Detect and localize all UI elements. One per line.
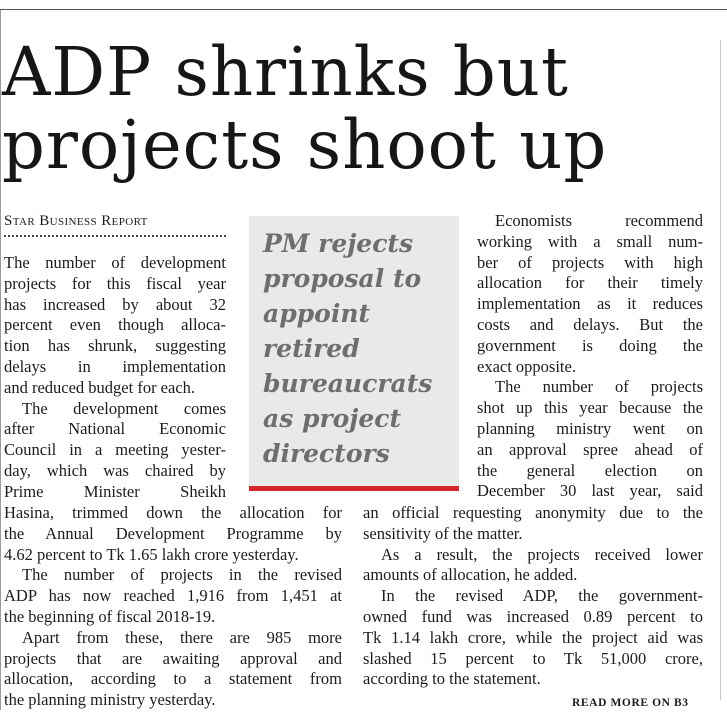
text-line: Prime Minister Sheikh (4, 481, 226, 501)
headline-line: projects shoot up (2, 106, 608, 184)
column-2-narrow (477, 211, 703, 502)
pull-quote-line: bureaucrats (263, 369, 433, 398)
pull-quote-line: proposal to (263, 264, 422, 293)
pull-quote-line: appoint (263, 299, 371, 328)
text-line: the general election on (477, 460, 703, 480)
text-line: delays in implementation (4, 356, 226, 376)
text-line: the beginning of fiscal 2018-19. (4, 606, 216, 626)
text-line: government is doing the (477, 335, 703, 355)
text-line: The development comes (22, 398, 226, 418)
pull-quote-line: directors (263, 439, 390, 468)
text-line: Apart from these, there are 985 more (22, 627, 342, 647)
text-line: In the revised ADP, the government- (381, 586, 703, 606)
text-line: has increased by about 32 (4, 294, 226, 314)
left-column-rule (0, 10, 1, 710)
text-line: an approval spree ahead of (477, 439, 703, 459)
pull-quote-line: PM rejects (263, 229, 414, 258)
read-more-link[interactable]: READ MORE ON B3 (572, 697, 689, 709)
text-line: allocation for their timely (477, 273, 703, 293)
pull-quote-line: retired (263, 334, 360, 363)
text-line: slashed 15 percent to Tk 51,000 crore, (363, 648, 703, 668)
text-line: Economists recommend (495, 211, 703, 230)
column-2-wide (363, 503, 703, 690)
text-line: shot up this year because the (477, 398, 703, 418)
text-line: projects that are awaiting approval and (4, 648, 342, 668)
headline-line: ADP shrinks but (2, 33, 569, 111)
text-line: projects for this fiscal year (4, 273, 226, 293)
top-rule (0, 0, 727, 10)
text-line: amounts of allocation, he added. (363, 565, 578, 585)
pull-quote-line: as project (263, 404, 402, 433)
text-line: the Annual Development Programme by (4, 523, 342, 543)
text-line: December 30 last year, said (477, 481, 703, 501)
text-line: The number of development (4, 253, 226, 272)
text-line: tion has shrunk, suggesting (4, 336, 226, 356)
text-line: percent even though alloca- (4, 315, 226, 335)
right-column-rule (720, 40, 721, 700)
column-1-wide (4, 503, 342, 711)
text-line: after National Economic (4, 419, 226, 439)
byline-dotted-rule (4, 235, 226, 237)
text-line: The number of projects in the revised (22, 565, 342, 585)
text-line: ADP has now reached 1,916 from 1,451 at (4, 586, 342, 606)
text-line: an official requesting anonymity due to the (363, 503, 703, 522)
pull-quote (263, 226, 453, 471)
text-line: exact opposite. (477, 356, 576, 376)
text-line: costs and delays. But the (477, 314, 703, 334)
text-line: day, which was chaired by (4, 460, 226, 480)
text-line: 4.62 percent to Tk 1.65 lakh crore yesterday. (4, 544, 299, 564)
text-line: sensitivity of the matter. (363, 523, 523, 543)
text-line: Council in a meeting yester- (4, 440, 226, 460)
text-line: allocation, according to a statement from (4, 669, 342, 689)
headline (2, 33, 662, 184)
text-line: the planning ministry yesterday. (4, 690, 216, 710)
text-line: owned fund was increased 0.89 percent to (363, 606, 703, 626)
text-line: planning ministry went on (477, 418, 703, 438)
text-line: implementation as it reduces (477, 294, 703, 314)
byline: Star Business Report (4, 213, 148, 229)
column-1-narrow (4, 253, 226, 503)
text-line: Tk 1.14 lakh crore, while the project aid was (363, 627, 703, 647)
text-line: and reduced budget for each. (4, 377, 196, 397)
text-line: ber of projects with high (477, 252, 703, 272)
text-line: The number of projects (495, 377, 703, 397)
text-line: As a result, the projects received lower (381, 544, 703, 564)
text-line: according to the statement. (363, 669, 541, 689)
text-line: working with a small num- (477, 231, 703, 251)
text-line: Hasina, trimmed down the allocation for (4, 503, 342, 522)
pull-quote-accent-bar (249, 486, 459, 491)
